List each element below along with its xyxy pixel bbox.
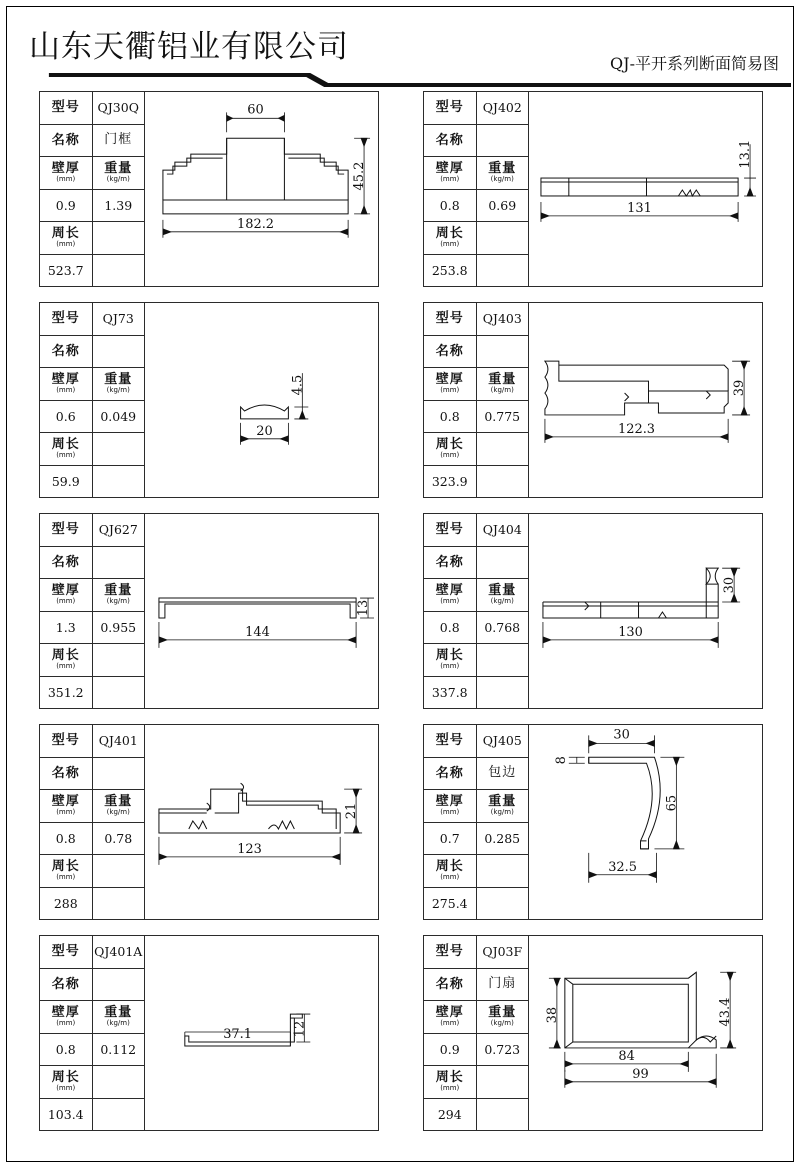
- spec-value-name: [93, 969, 145, 1001]
- spec-label-name: 名称: [424, 547, 477, 579]
- spec-blank: [477, 644, 529, 676]
- dim-width: 182.2: [237, 216, 275, 232]
- spec-value-model: QJ402: [482, 100, 522, 116]
- dim-width: 130: [618, 624, 643, 640]
- spec-value-thickness: 0.6: [40, 401, 93, 433]
- spec-value-name: [93, 336, 145, 368]
- spec-row-model: [40, 936, 144, 969]
- spec-row-perimeter-label: [424, 855, 528, 888]
- profile-panel-qj73[interactable]: [39, 302, 379, 498]
- spec-label-thickness: 壁厚 (mm): [424, 579, 477, 611]
- spec-blank: [477, 222, 529, 254]
- dim-height: 65: [664, 794, 680, 812]
- spec-table: [424, 303, 529, 497]
- spec-row-model: [424, 514, 528, 547]
- spec-value-name: [93, 547, 145, 579]
- spec-label-perimeter: 周长 (mm): [424, 222, 477, 254]
- spec-label-perimeter: 周长 (mm): [424, 1066, 477, 1098]
- spec-label-model: 型号: [40, 303, 93, 335]
- profile-panel-qj03f[interactable]: [423, 935, 763, 1131]
- spec-value-weight: 0.78: [104, 830, 133, 846]
- spec-value-thickness: 0.8: [40, 823, 93, 855]
- spec-label-name: 名称: [424, 969, 477, 1001]
- dim-height: 45.2: [352, 161, 368, 191]
- profile-row: [7, 513, 795, 709]
- spec-blank: [477, 255, 529, 287]
- spec-value-thickness: 0.9: [424, 1034, 477, 1066]
- spec-row-values: [424, 401, 528, 434]
- spec-value-weight: 0.723: [484, 1041, 521, 1057]
- spec-value-weight: 1.39: [104, 197, 133, 213]
- profile-drawing-qj401: [145, 725, 378, 919]
- profile-drawing-qj403: [529, 303, 762, 497]
- spec-row-name: [424, 758, 528, 791]
- profile-panel-qj30q[interactable]: [39, 91, 379, 287]
- spec-value-name: [477, 125, 529, 157]
- spec-blank: [477, 677, 529, 709]
- dim-height: 13.1: [738, 139, 754, 169]
- spec-row-values: [424, 190, 528, 223]
- spec-value-thickness: 0.7: [424, 823, 477, 855]
- profile-drawing-qj405: [529, 725, 762, 919]
- spec-value-perimeter: 337.8: [424, 677, 477, 709]
- spec-row-name: [424, 547, 528, 580]
- spec-label-name: 名称: [424, 336, 477, 368]
- spec-table: [424, 514, 529, 708]
- spec-label-perimeter: 周长 (mm): [40, 222, 93, 254]
- spec-row-values: [40, 1034, 144, 1067]
- spec-label-perimeter: 周长 (mm): [40, 644, 93, 676]
- spec-label-name: 名称: [40, 758, 93, 790]
- spec-blank: [477, 855, 529, 887]
- spec-value-model: QJ405: [482, 733, 522, 749]
- profile-drawing-qj30q: [145, 92, 378, 286]
- spec-row-values: [40, 401, 144, 434]
- sheet-header: [7, 7, 793, 85]
- spec-row-units: [424, 157, 528, 190]
- dim-width: 123: [237, 841, 262, 857]
- spec-value-model: QJ627: [98, 522, 138, 538]
- spec-row-units: [424, 579, 528, 612]
- spec-table: [424, 725, 529, 919]
- spec-row-perimeter-label: [40, 855, 144, 888]
- spec-value-model: QJ73: [102, 311, 134, 327]
- spec-blank: [93, 222, 145, 254]
- spec-blank: [93, 644, 145, 676]
- profile-panel-qj627[interactable]: [39, 513, 379, 709]
- spec-row-units: [40, 790, 144, 823]
- spec-row-perimeter-value: [424, 677, 528, 709]
- dim-height: 39: [732, 379, 748, 397]
- spec-row-name: [424, 336, 528, 369]
- spec-blank: [477, 888, 529, 920]
- spec-label-perimeter: 周长 (mm): [424, 433, 477, 465]
- spec-row-units: [424, 368, 528, 401]
- spec-value-model: QJ03F: [482, 944, 523, 960]
- spec-row-perimeter-value: [40, 1099, 144, 1131]
- dim-height-left: 38: [544, 1006, 560, 1024]
- spec-table: [40, 725, 145, 919]
- dim-height: 30: [722, 576, 738, 594]
- spec-value-thickness: 1.3: [40, 612, 93, 644]
- profile-panel-qj402[interactable]: [423, 91, 763, 287]
- spec-row-model: [424, 92, 528, 125]
- spec-label-weight: 重量 (kg/m): [104, 372, 133, 395]
- spec-label-weight: 重量 (kg/m): [104, 161, 133, 184]
- profile-grid: [7, 91, 795, 1146]
- profile-panel-qj401[interactable]: [39, 724, 379, 920]
- profile-panel-qj401a[interactable]: [39, 935, 379, 1131]
- profile-drawing-qj73: [145, 303, 378, 497]
- spec-row-perimeter-value: [424, 255, 528, 287]
- spec-label-thickness: 壁厚 (mm): [40, 157, 93, 189]
- spec-row-model: [40, 92, 144, 125]
- spec-label-perimeter: 周长 (mm): [40, 1066, 93, 1098]
- profile-drawing-qj401a: [145, 936, 378, 1130]
- spec-value-weight: 0.69: [488, 197, 517, 213]
- spec-blank: [93, 466, 145, 498]
- spec-value-thickness: 0.8: [424, 612, 477, 644]
- dim-height: 4.5: [290, 374, 306, 396]
- dim-top: 60: [247, 102, 264, 118]
- spec-row-perimeter-label: [40, 433, 144, 466]
- spec-label-weight: 重量 (kg/m): [488, 583, 517, 606]
- spec-label-name: 名称: [40, 969, 93, 1001]
- spec-label-thickness: 壁厚 (mm): [424, 790, 477, 822]
- spec-row-units: [40, 1001, 144, 1034]
- spec-label-model: 型号: [424, 92, 477, 124]
- dim-width: 131: [627, 200, 652, 216]
- spec-row-perimeter-value: [40, 677, 144, 709]
- profile-row: [7, 935, 795, 1131]
- spec-label-name: 名称: [40, 547, 93, 579]
- spec-label-model: 型号: [40, 725, 93, 757]
- spec-value-perimeter: 523.7: [40, 255, 93, 287]
- spec-value-weight: 0.955: [100, 619, 137, 635]
- dim-height: 12: [292, 1020, 308, 1038]
- spec-label-perimeter: 周长 (mm): [40, 433, 93, 465]
- spec-row-name: [40, 969, 144, 1002]
- spec-blank: [93, 433, 145, 465]
- spec-value-model: QJ30Q: [97, 100, 139, 116]
- spec-label-weight: 重量 (kg/m): [488, 161, 517, 184]
- dim-height: 21: [344, 802, 360, 820]
- spec-label-model: 型号: [424, 936, 477, 968]
- spec-row-perimeter-label: [424, 222, 528, 255]
- spec-value-weight: 0.775: [484, 408, 521, 424]
- spec-label-thickness: 壁厚 (mm): [424, 1001, 477, 1033]
- spec-label-weight: 重量 (kg/m): [488, 372, 517, 395]
- spec-label-model: 型号: [40, 514, 93, 546]
- profile-row: [7, 724, 795, 920]
- spec-row-perimeter-label: [40, 644, 144, 677]
- spec-value-weight: 0.112: [100, 1041, 137, 1057]
- document-title: QJ-平开系列断面简易图: [610, 54, 779, 73]
- spec-value-name: [477, 336, 529, 368]
- spec-label-thickness: 壁厚 (mm): [40, 1001, 93, 1033]
- spec-label-name: 名称: [424, 125, 477, 157]
- dim-width: 32.5: [608, 859, 638, 875]
- spec-label-model: 型号: [424, 725, 477, 757]
- spec-blank: [477, 433, 529, 465]
- company-name: 山东天衢铝业有限公司: [29, 29, 349, 65]
- spec-label-thickness: 壁厚 (mm): [40, 790, 93, 822]
- spec-blank: [93, 677, 145, 709]
- spec-blank: [93, 1099, 145, 1131]
- spec-label-thickness: 壁厚 (mm): [40, 368, 93, 400]
- spec-row-model: [424, 725, 528, 758]
- spec-row-values: [40, 612, 144, 645]
- spec-table: [40, 92, 145, 286]
- spec-label-model: 型号: [424, 514, 477, 546]
- spec-value-thickness: 0.8: [424, 190, 477, 222]
- spec-blank: [93, 855, 145, 887]
- spec-blank: [93, 255, 145, 287]
- profile-row: [7, 302, 795, 498]
- spec-table: [40, 936, 145, 1130]
- spec-row-units: [40, 368, 144, 401]
- spec-table: [40, 514, 145, 708]
- spec-blank: [477, 466, 529, 498]
- spec-value-weight: 0.768: [484, 619, 521, 635]
- spec-row-perimeter-value: [424, 888, 528, 920]
- dim-height-right: 43.4: [718, 997, 734, 1027]
- spec-row-name: [40, 758, 144, 791]
- spec-row-values: [424, 612, 528, 645]
- spec-label-thickness: 壁厚 (mm): [424, 368, 477, 400]
- spec-blank: [477, 1099, 529, 1131]
- spec-value-perimeter: 323.9: [424, 466, 477, 498]
- spec-value-perimeter: 288: [40, 888, 93, 920]
- spec-label-name: 名称: [424, 758, 477, 790]
- spec-table: [424, 936, 529, 1130]
- spec-value-name: 包边: [488, 765, 517, 781]
- spec-row-perimeter-value: [424, 1099, 528, 1131]
- spec-value-model: QJ404: [482, 522, 522, 538]
- dim-height: 13: [356, 599, 372, 617]
- spec-value-thickness: 0.8: [40, 1034, 93, 1066]
- spec-row-units: [424, 1001, 528, 1034]
- spec-row-values: [424, 823, 528, 856]
- spec-row-perimeter-value: [40, 466, 144, 498]
- spec-table: [40, 303, 145, 497]
- spec-label-model: 型号: [40, 92, 93, 124]
- spec-value-perimeter: 103.4: [40, 1099, 93, 1131]
- spec-blank: [93, 888, 145, 920]
- spec-row-perimeter-label: [40, 222, 144, 255]
- spec-row-perimeter-label: [424, 433, 528, 466]
- spec-label-weight: 重量 (kg/m): [104, 583, 133, 606]
- spec-row-units: [40, 579, 144, 612]
- spec-row-perimeter-value: [424, 466, 528, 498]
- dim-width: 37.1: [223, 1026, 253, 1042]
- spec-row-perimeter-value: [40, 888, 144, 920]
- spec-value-model: QJ401: [98, 733, 138, 749]
- dim-thickness: 8: [553, 756, 569, 765]
- spec-row-name: [424, 125, 528, 158]
- profile-drawing-qj03f: [529, 936, 762, 1130]
- profile-panel-qj403[interactable]: [423, 302, 763, 498]
- spec-row-perimeter-label: [424, 1066, 528, 1099]
- spec-row-perimeter-label: [424, 644, 528, 677]
- spec-row-perimeter-value: [40, 255, 144, 287]
- spec-value-perimeter: 275.4: [424, 888, 477, 920]
- spec-value-thickness: 0.8: [424, 401, 477, 433]
- drawing-sheet: [6, 6, 794, 1162]
- profile-drawing-qj404: [529, 514, 762, 708]
- spec-label-name: 名称: [40, 336, 93, 368]
- spec-label-name: 名称: [40, 125, 93, 157]
- spec-label-weight: 重量 (kg/m): [104, 1005, 133, 1028]
- spec-row-model: [40, 514, 144, 547]
- dim-width: 144: [245, 624, 270, 640]
- spec-value-weight: 0.049: [100, 408, 137, 424]
- spec-value-name: [477, 547, 529, 579]
- spec-row-perimeter-label: [40, 1066, 144, 1099]
- profile-drawing-qj402: [529, 92, 762, 286]
- dim-width: 20: [256, 423, 273, 439]
- spec-row-name: [40, 547, 144, 580]
- spec-label-weight: 重量 (kg/m): [488, 1005, 517, 1028]
- spec-table: [424, 92, 529, 286]
- header-rule-decoration: [7, 71, 793, 87]
- spec-row-units: [424, 790, 528, 823]
- profile-row: [7, 91, 795, 287]
- spec-label-weight: 重量 (kg/m): [104, 794, 133, 817]
- spec-label-model: 型号: [424, 303, 477, 335]
- spec-row-model: [40, 725, 144, 758]
- profile-drawing-qj627: [145, 514, 378, 708]
- profile-panel-qj404[interactable]: [423, 513, 763, 709]
- spec-row-name: [40, 125, 144, 158]
- profile-panel-qj405[interactable]: [423, 724, 763, 920]
- spec-label-weight: 重量 (kg/m): [488, 794, 517, 817]
- spec-value-perimeter: 59.9: [40, 466, 93, 498]
- spec-row-name: [40, 336, 144, 369]
- dim-width-inner: 84: [618, 1048, 635, 1064]
- spec-label-thickness: 壁厚 (mm): [40, 579, 93, 611]
- spec-label-perimeter: 周长 (mm): [40, 855, 93, 887]
- spec-blank: [477, 1066, 529, 1098]
- spec-value-model: QJ401A: [94, 944, 143, 960]
- spec-value-weight: 0.285: [484, 830, 521, 846]
- dim-width: 122.3: [618, 421, 656, 437]
- spec-value-name: 门框: [104, 132, 133, 148]
- spec-value-perimeter: 351.2: [40, 677, 93, 709]
- spec-label-perimeter: 周长 (mm): [424, 855, 477, 887]
- spec-row-model: [40, 303, 144, 336]
- spec-label-perimeter: 周长 (mm): [424, 644, 477, 676]
- spec-blank: [93, 1066, 145, 1098]
- spec-value-name: [93, 758, 145, 790]
- spec-value-perimeter: 294: [424, 1099, 477, 1131]
- spec-row-values: [424, 1034, 528, 1067]
- spec-label-model: 型号: [40, 936, 93, 968]
- spec-value-model: QJ403: [482, 311, 522, 327]
- spec-row-model: [424, 936, 528, 969]
- spec-label-thickness: 壁厚 (mm): [424, 157, 477, 189]
- spec-value-perimeter: 253.8: [424, 255, 477, 287]
- dim-width: 99: [632, 1066, 649, 1082]
- spec-row-units: [40, 157, 144, 190]
- spec-value-name: 门扇: [488, 976, 517, 992]
- spec-row-values: [40, 190, 144, 223]
- spec-row-model: [424, 303, 528, 336]
- spec-row-values: [40, 823, 144, 856]
- spec-row-name: [424, 969, 528, 1002]
- dim-top: 30: [613, 727, 630, 743]
- spec-value-thickness: 0.9: [40, 190, 93, 222]
